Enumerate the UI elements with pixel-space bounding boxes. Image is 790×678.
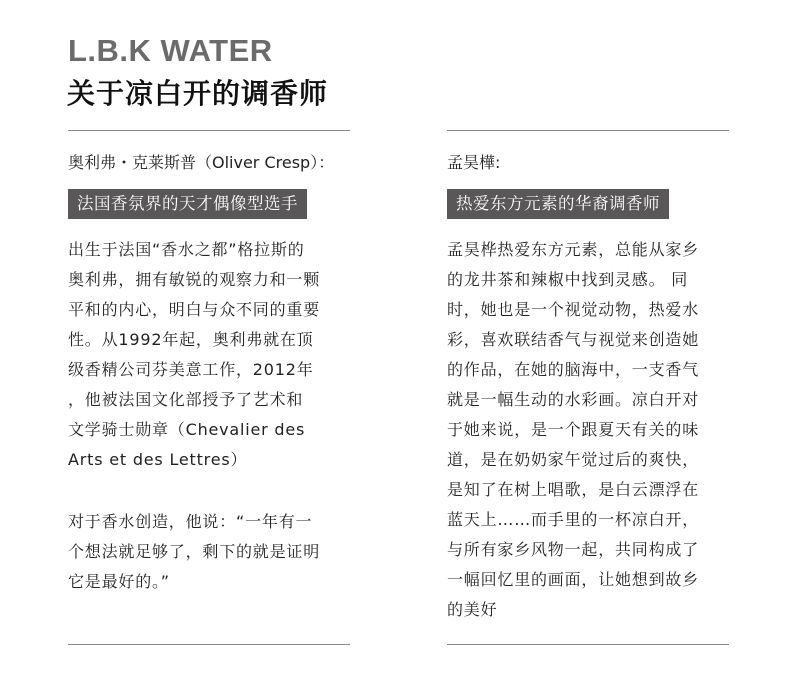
left-perfumer-tag: 法国香氛界的天才偶像型选手 (68, 189, 307, 219)
left-bio-line: Arts et des Lettres） (68, 450, 248, 469)
right-bio-line: 的作品，在她的脑海中，一支香气 (447, 360, 700, 379)
left-quote (68, 507, 320, 597)
right-bio-line: 是知了在树上唱歌，是白云漂浮在 (447, 480, 700, 499)
left-bio-line: 文学骑士勋章（Chevalier des (68, 420, 306, 439)
left-bottom-divider (68, 644, 350, 645)
right-bio-line: 彩，喜欢联结香气与视觉来创造她 (447, 330, 700, 349)
left-top-divider (68, 130, 350, 131)
right-bio-line: 蓝天上……而手里的一杯凉白开， (447, 510, 700, 529)
left-bio-line: ，他被法国文化部授予了艺术和 (68, 390, 304, 409)
right-bio-line: 道，是在奶奶家午觉过后的爽快， (447, 450, 700, 469)
left-bio (68, 235, 320, 475)
right-bio (447, 235, 699, 625)
right-bio-line: 一幅回忆里的画面，让她想到故乡 (447, 570, 700, 589)
right-bio-line: 就是一幅生动的水彩画。凉白开对 (447, 390, 700, 409)
right-perfumer-name: 孟昊樺: (447, 153, 501, 172)
page-title: 关于凉白开的调香师 (67, 77, 329, 110)
left-bio-line: 性。从1992年起，奥利弗就在顶 (68, 330, 314, 349)
left-bio-line: 奥利弗，拥有敏锐的观察力和一颗 (68, 270, 321, 289)
left-perfumer-name: 奥利弗・克莱斯普（Oliver Cresp）： (68, 153, 335, 172)
right-bio-line: 孟昊桦热爱东方元素，总能从家乡 (447, 240, 700, 259)
left-bio-line: 出生于法国“香水之都”格拉斯的 (68, 240, 305, 259)
left-quote-line: 它是最好的。” (68, 572, 170, 591)
right-bio-line: 的美好 (447, 600, 498, 619)
right-bio-line: 与所有家乡风物一起，共同构成了 (447, 540, 700, 559)
right-top-divider (447, 130, 729, 131)
left-quote-line: 个想法就足够了，剩下的就是证明 (68, 542, 321, 561)
right-bio-line: 时，她也是一个视觉动物，热爱水 (447, 300, 700, 319)
left-bio-line: 级香精公司芬美意工作，2012年 (68, 360, 314, 379)
right-perfumer-tag: 热爱东方元素的华裔调香师 (447, 189, 669, 219)
right-bottom-divider (447, 644, 729, 645)
right-bio-line: 于她来说，是一个跟夏天有关的味 (447, 420, 700, 439)
right-bio-line: 的龙井茶和辣椒中找到灵感。 同 (447, 270, 689, 289)
brand-name: L.B.K WATER (68, 33, 273, 68)
left-bio-line: 平和的内心，明白与众不同的重要 (68, 300, 321, 319)
left-quote-line: 对于香水创造，他说：“一年有一 (68, 512, 313, 531)
